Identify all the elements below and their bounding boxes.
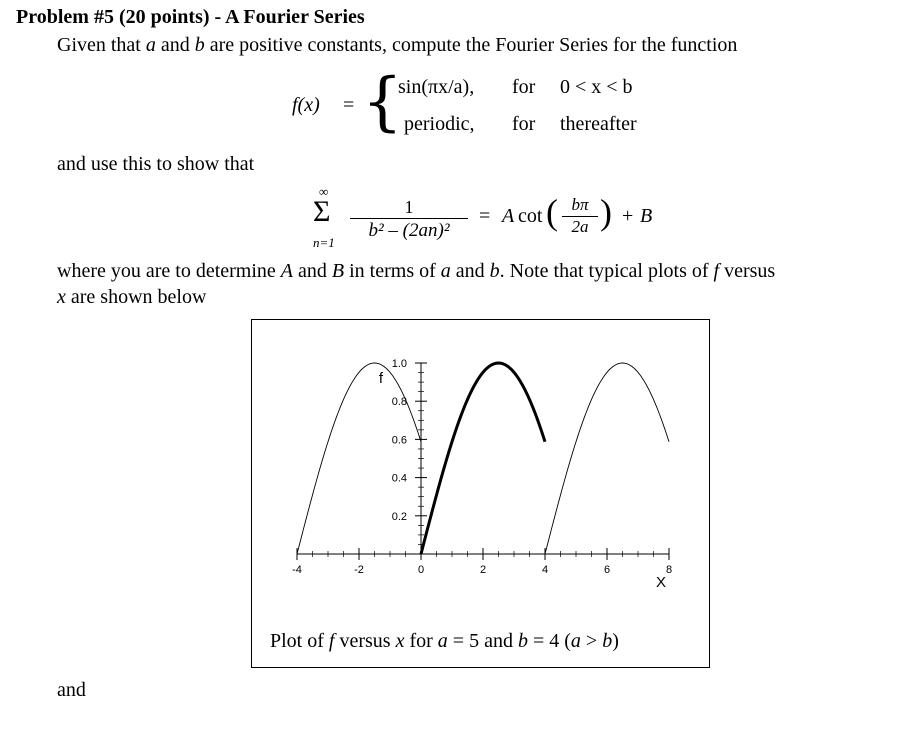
identity-plus: + [622,205,634,227]
show-text: and use this to show that [57,153,255,175]
problem-title: Problem #5 (20 points) - A Fourier Series [16,6,365,28]
intro-var-a: a [145,34,156,56]
function-equals: = [343,94,355,116]
sum-sigma: Σ [313,195,331,228]
sum-numerator: 1 [404,197,414,217]
det-and2: and [450,260,490,282]
x-tick-label-4: 4 [541,564,549,576]
x-tick-label-5: 6 [603,564,611,576]
x-tick-label-3: 2 [479,564,487,576]
case2-condition: thereafter [560,113,637,135]
det-x: x [57,286,66,308]
y-tick-label-2: 0.6 [391,434,407,447]
intro-text [57,34,737,57]
plot-caption [270,630,619,653]
fourier-plot [252,320,708,610]
intro-mid: and [155,34,195,56]
sum-lower-limit: n=1 [313,235,335,250]
x-tick-label-0: -4 [292,564,302,576]
det-B: B [331,260,345,282]
y-tick-label-3: 0.8 [391,396,407,409]
case1-expression: sin(πx/a), [398,76,475,98]
det-note: . Note that typical plots of [499,260,714,282]
series-line-1 [421,363,545,554]
det-A: A [280,260,294,282]
cap-for: for [404,630,438,652]
x-tick-label-1: -2 [354,564,364,576]
sum-upper-limit: ∞ [319,184,329,199]
cap-versus: versus [334,630,396,652]
piecewise-brace: { [362,65,403,139]
cap-a: a [437,630,448,652]
determine-line2 [57,286,206,309]
cot-denominator: 2a [571,217,589,236]
case2-expression: periodic, [404,113,475,135]
identity-A: A [502,205,515,227]
cot-numerator: bπ [571,195,589,214]
cap-eq5: = 5 and [447,630,518,652]
det-rest: are shown below [65,286,207,308]
y-axis-label: f [378,370,384,387]
y-tick-label-0: 0.2 [391,510,407,523]
trailing-and: and [57,679,86,701]
plot-frame [251,319,710,668]
cap-eq4: = 4 ( [527,630,571,652]
cap-b: b [517,630,528,652]
intro-pre: Given that [57,34,146,56]
series-line-2 [545,363,669,554]
cap-gt: > [580,630,603,652]
x-axis-label: X [655,574,667,591]
sum-fraction-bar [350,218,468,219]
det-b: b [489,260,500,282]
paren-open: ( [546,192,558,232]
identity-B: B [640,205,653,227]
determine-line1 [57,260,775,283]
det-in-terms: in terms of [344,260,441,282]
y-tick-label-1: 0.4 [391,472,407,485]
function-lhs: f(x) [292,94,320,116]
identity-cot: cot [518,205,543,227]
y-tick-label-4: 1.0 [391,358,407,370]
case1-for: for [512,76,536,98]
det-a: a [440,260,451,282]
series-line-0 [297,363,421,554]
x-tick-label-2: 0 [417,564,425,576]
sum-denominator: b² – (2an)² [368,220,450,241]
det-pre: where you are to determine [57,260,281,282]
intro-var-b: b [194,34,205,56]
det-versus: versus [719,260,776,282]
cap-a2: a [570,630,581,652]
cap-b2: b [602,630,613,652]
identity-equals: = [479,205,491,227]
x-tick-label-6: 8 [665,564,673,576]
case1-condition: 0 < x < b [560,76,633,98]
cap-pre: Plot of [270,630,329,652]
paren-close: ) [600,192,612,232]
cap-close: ) [612,630,619,652]
det-and: and [293,260,332,282]
cap-x: x [395,630,405,652]
cap-f: f [328,630,335,652]
case2-for: for [512,113,536,135]
intro-post: are positive constants, compute the Fourier Series for the function [204,34,738,56]
det-f: f [713,260,720,282]
